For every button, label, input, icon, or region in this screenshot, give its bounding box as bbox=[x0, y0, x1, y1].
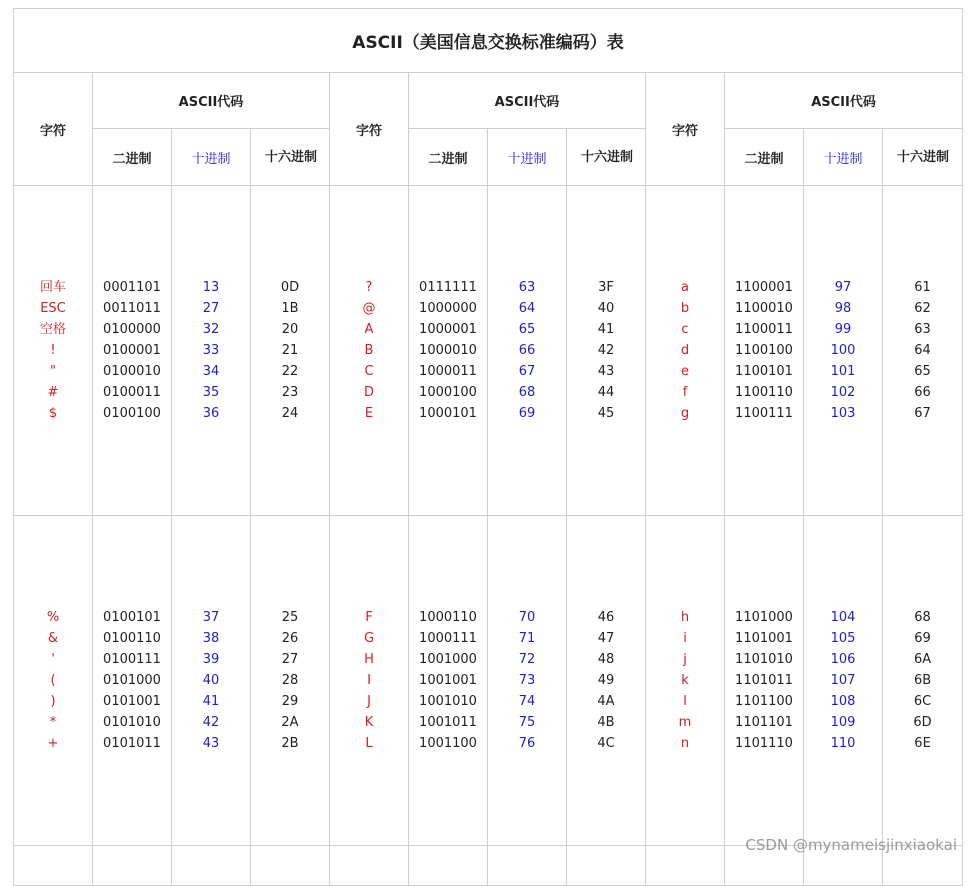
binary-value: 0111111 bbox=[419, 280, 477, 295]
table-row bbox=[14, 516, 963, 846]
decimal-value: 105 bbox=[830, 631, 856, 646]
binary-value: 1101001 bbox=[735, 631, 793, 646]
hex-value: 69 bbox=[914, 631, 931, 646]
char-value: n bbox=[680, 736, 690, 751]
hex-value: 40 bbox=[597, 301, 615, 316]
binary-value: 0101010 bbox=[103, 715, 161, 730]
binary-value: 1000011 bbox=[419, 364, 477, 379]
empty-cell bbox=[93, 846, 172, 886]
empty-cell bbox=[172, 846, 251, 886]
table-title: ASCII（美国信息交换标准编码）表 bbox=[14, 9, 963, 73]
hex-value: 67 bbox=[914, 406, 931, 421]
binary-value: 1100100 bbox=[735, 343, 793, 358]
hex-value: 6B bbox=[913, 673, 932, 688]
decimal-value: 97 bbox=[834, 280, 852, 295]
binary-value: 0011011 bbox=[103, 301, 161, 316]
decimal-value: 101 bbox=[830, 364, 856, 379]
decimal-value: 36 bbox=[202, 406, 220, 421]
decimal-value: 68 bbox=[518, 385, 536, 400]
binary-cell bbox=[409, 516, 488, 846]
decimal-value: 106 bbox=[830, 652, 856, 667]
binary-value: 1101010 bbox=[735, 652, 793, 667]
char-value: J bbox=[367, 694, 371, 709]
decimal-value: 67 bbox=[518, 364, 536, 379]
decimal-value: 41 bbox=[202, 694, 220, 709]
binary-cell bbox=[93, 516, 172, 846]
char-cell bbox=[330, 516, 409, 846]
hex-value: 27 bbox=[281, 652, 299, 667]
hex-cell bbox=[567, 186, 646, 516]
hex-value: 29 bbox=[281, 694, 299, 709]
binary-value: 1100111 bbox=[735, 406, 793, 421]
binary-value: 1100101 bbox=[735, 364, 793, 379]
binary-value: 1000000 bbox=[419, 301, 477, 316]
decimal-value: 64 bbox=[518, 301, 536, 316]
decimal-value: 72 bbox=[518, 652, 536, 667]
hex-value: 6D bbox=[913, 715, 932, 730]
empty-cell bbox=[14, 846, 93, 886]
binary-value: 1100001 bbox=[735, 280, 793, 295]
decimal-value: 27 bbox=[202, 301, 220, 316]
char-cell bbox=[14, 516, 93, 846]
hex-value: 0D bbox=[280, 280, 300, 295]
hex-value: 2B bbox=[281, 736, 299, 751]
char-value: 回车 bbox=[39, 280, 66, 295]
binary-value: 1101011 bbox=[735, 673, 793, 688]
hex-value: 41 bbox=[597, 322, 615, 337]
char-value: b bbox=[680, 301, 690, 316]
binary-value: 0100000 bbox=[103, 322, 161, 337]
ascii-code-header: ASCII代码 bbox=[725, 73, 963, 129]
hex-value: 48 bbox=[597, 652, 615, 667]
decimal-value: 32 bbox=[202, 322, 220, 337]
binary-value: 0101001 bbox=[103, 694, 161, 709]
decimal-value: 65 bbox=[518, 322, 536, 337]
char-value: B bbox=[364, 343, 374, 358]
binary-value: 1001100 bbox=[419, 736, 477, 751]
char-value: C bbox=[364, 364, 374, 379]
char-cell bbox=[330, 186, 409, 516]
binary-value: 0101000 bbox=[103, 673, 161, 688]
hex-value: 4C bbox=[597, 736, 615, 751]
watermark: CSDN @mynameisjinxiaokai bbox=[745, 836, 957, 854]
decimal-value: 66 bbox=[518, 343, 536, 358]
char-value: ) bbox=[50, 694, 56, 709]
hex-cell bbox=[251, 186, 330, 516]
ascii-code-header: ASCII代码 bbox=[409, 73, 646, 129]
decimal-cell bbox=[488, 516, 567, 846]
decimal-value: 75 bbox=[518, 715, 536, 730]
char-value: k bbox=[681, 673, 689, 688]
decimal-cell bbox=[172, 516, 251, 846]
char-header: 字符 bbox=[14, 73, 93, 186]
decimal-cell bbox=[804, 516, 883, 846]
char-value: @ bbox=[362, 301, 376, 316]
hex-value: 21 bbox=[281, 343, 299, 358]
hex-value: 46 bbox=[597, 610, 615, 625]
ascii-code-header: ASCII代码 bbox=[93, 73, 330, 129]
char-value: % bbox=[46, 610, 60, 625]
char-cell bbox=[646, 516, 725, 846]
char-value: G bbox=[363, 631, 375, 646]
decimal-value: 33 bbox=[202, 343, 220, 358]
decimal-value: 73 bbox=[518, 673, 536, 688]
decimal-value: 109 bbox=[830, 715, 856, 730]
char-value: " bbox=[50, 364, 56, 379]
empty-cell bbox=[409, 846, 488, 886]
ascii-table bbox=[13, 8, 963, 886]
char-value: a bbox=[681, 280, 689, 295]
hex-value: 1B bbox=[281, 301, 299, 316]
hex-value: 43 bbox=[597, 364, 615, 379]
char-value: K bbox=[364, 715, 374, 730]
binary-value: 1101101 bbox=[735, 715, 793, 730]
decimal-value: 43 bbox=[202, 736, 220, 751]
hex-value: 22 bbox=[281, 364, 299, 379]
decimal-value: 100 bbox=[830, 343, 856, 358]
decimal-value: 37 bbox=[202, 610, 220, 625]
binary-value: 1100010 bbox=[735, 301, 793, 316]
decimal-value: 98 bbox=[834, 301, 852, 316]
decimal-cell bbox=[488, 186, 567, 516]
decimal-cell bbox=[172, 186, 251, 516]
decimal-value: 76 bbox=[518, 736, 536, 751]
decimal-value: 39 bbox=[202, 652, 220, 667]
decimal-value: 104 bbox=[830, 610, 856, 625]
decimal-value: 107 bbox=[830, 673, 856, 688]
char-value: j bbox=[683, 652, 687, 667]
decimal-value: 108 bbox=[830, 694, 856, 709]
binary-value: 1101100 bbox=[735, 694, 793, 709]
hex-value: 45 bbox=[597, 406, 615, 421]
empty-cell bbox=[567, 846, 646, 886]
char-value: ESC bbox=[40, 301, 66, 316]
char-value: F bbox=[365, 610, 373, 625]
decimal-header: 十进制 bbox=[804, 129, 883, 186]
hex-header: 十六进制 bbox=[567, 129, 646, 186]
char-value: ! bbox=[50, 343, 56, 358]
hex-value: 24 bbox=[281, 406, 299, 421]
char-cell bbox=[14, 186, 93, 516]
binary-cell bbox=[409, 186, 488, 516]
hex-value: 23 bbox=[281, 385, 299, 400]
char-value: 空格 bbox=[39, 322, 66, 337]
decimal-value: 102 bbox=[830, 385, 856, 400]
hex-value: 25 bbox=[281, 610, 299, 625]
binary-header: 二进制 bbox=[93, 129, 172, 186]
binary-value: 1000001 bbox=[419, 322, 477, 337]
hex-value: 42 bbox=[597, 343, 615, 358]
char-value: & bbox=[47, 631, 59, 646]
empty-cell bbox=[330, 846, 409, 886]
char-value: g bbox=[680, 406, 690, 421]
empty-cell bbox=[646, 846, 725, 886]
char-value: l bbox=[683, 694, 687, 709]
binary-value: 1000111 bbox=[419, 631, 477, 646]
binary-value: 0100101 bbox=[103, 610, 161, 625]
char-header: 字符 bbox=[646, 73, 725, 186]
binary-value: 0001101 bbox=[103, 280, 161, 295]
hex-value: 6C bbox=[913, 694, 932, 709]
binary-header: 二进制 bbox=[725, 129, 804, 186]
binary-value: 1000010 bbox=[419, 343, 477, 358]
hex-value: 49 bbox=[597, 673, 615, 688]
char-value: E bbox=[364, 406, 374, 421]
char-value: ' bbox=[51, 652, 55, 667]
binary-value: 0100001 bbox=[103, 343, 161, 358]
decimal-value: 35 bbox=[202, 385, 220, 400]
char-value: + bbox=[47, 736, 59, 751]
hex-value: 64 bbox=[914, 343, 931, 358]
binary-value: 1000100 bbox=[419, 385, 477, 400]
hex-value: 65 bbox=[914, 364, 931, 379]
decimal-value: 13 bbox=[202, 280, 220, 295]
hex-cell bbox=[883, 186, 963, 516]
binary-value: 1001010 bbox=[419, 694, 477, 709]
decimal-value: 63 bbox=[518, 280, 536, 295]
decimal-value: 69 bbox=[518, 406, 536, 421]
binary-cell bbox=[725, 186, 804, 516]
char-value: m bbox=[678, 715, 692, 730]
char-value: ( bbox=[50, 673, 56, 688]
decimal-value: 99 bbox=[834, 322, 852, 337]
hex-header: 十六进制 bbox=[251, 129, 330, 186]
binary-value: 1001000 bbox=[419, 652, 477, 667]
hex-value: 26 bbox=[281, 631, 299, 646]
hex-value: 28 bbox=[281, 673, 299, 688]
char-value: L bbox=[365, 736, 373, 751]
empty-cell bbox=[251, 846, 330, 886]
char-header: 字符 bbox=[330, 73, 409, 186]
decimal-value: 40 bbox=[202, 673, 220, 688]
binary-value: 0100111 bbox=[103, 652, 161, 667]
hex-value: 63 bbox=[914, 322, 931, 337]
hex-value: 66 bbox=[914, 385, 931, 400]
char-value: c bbox=[681, 322, 689, 337]
binary-header: 二进制 bbox=[409, 129, 488, 186]
decimal-value: 34 bbox=[202, 364, 220, 379]
decimal-cell bbox=[804, 186, 883, 516]
decimal-value: 71 bbox=[518, 631, 536, 646]
binary-value: 1100110 bbox=[735, 385, 793, 400]
binary-value: 1100011 bbox=[735, 322, 793, 337]
hex-value: 62 bbox=[914, 301, 931, 316]
binary-value: 1001011 bbox=[419, 715, 477, 730]
hex-value: 44 bbox=[597, 385, 615, 400]
table-row bbox=[14, 186, 963, 516]
binary-value: 0100110 bbox=[103, 631, 161, 646]
binary-value: 1101110 bbox=[735, 736, 793, 751]
hex-value: 68 bbox=[914, 610, 931, 625]
decimal-value: 74 bbox=[518, 694, 536, 709]
binary-value: 0100011 bbox=[103, 385, 161, 400]
hex-value: 20 bbox=[281, 322, 299, 337]
char-value: * bbox=[49, 715, 57, 730]
hex-cell bbox=[567, 516, 646, 846]
binary-cell bbox=[725, 516, 804, 846]
empty-cell bbox=[488, 846, 567, 886]
char-value: # bbox=[47, 385, 59, 400]
binary-value: 1000110 bbox=[419, 610, 477, 625]
char-value: I bbox=[367, 673, 371, 688]
hex-cell bbox=[883, 516, 963, 846]
decimal-value: 42 bbox=[202, 715, 220, 730]
hex-value: 3F bbox=[598, 280, 614, 295]
char-value: f bbox=[682, 385, 688, 400]
decimal-value: 38 bbox=[202, 631, 220, 646]
char-cell bbox=[646, 186, 725, 516]
decimal-value: 103 bbox=[830, 406, 856, 421]
hex-header: 十六进制 bbox=[883, 129, 963, 186]
char-value: e bbox=[681, 364, 689, 379]
binary-value: 0100100 bbox=[103, 406, 161, 421]
binary-value: 1000101 bbox=[419, 406, 477, 421]
hex-value: 6A bbox=[913, 652, 932, 667]
hex-value: 47 bbox=[597, 631, 615, 646]
decimal-value: 110 bbox=[830, 736, 856, 751]
decimal-header: 十进制 bbox=[488, 129, 567, 186]
char-value: D bbox=[363, 385, 374, 400]
hex-value: 2A bbox=[281, 715, 299, 730]
binary-value: 0101011 bbox=[103, 736, 161, 751]
hex-value: 6E bbox=[914, 736, 931, 751]
char-value: h bbox=[680, 610, 690, 625]
char-value: H bbox=[364, 652, 374, 667]
char-value: d bbox=[680, 343, 690, 358]
hex-value: 4B bbox=[597, 715, 615, 730]
char-value: A bbox=[364, 322, 374, 337]
hex-value: 61 bbox=[914, 280, 931, 295]
binary-cell bbox=[93, 186, 172, 516]
binary-value: 0100010 bbox=[103, 364, 161, 379]
hex-cell bbox=[251, 516, 330, 846]
decimal-header: 十进制 bbox=[172, 129, 251, 186]
hex-value: 4A bbox=[597, 694, 615, 709]
binary-value: 1001001 bbox=[419, 673, 477, 688]
char-value: $ bbox=[48, 406, 58, 421]
decimal-value: 70 bbox=[518, 610, 536, 625]
char-value: ? bbox=[365, 280, 373, 295]
char-value: i bbox=[683, 631, 687, 646]
binary-value: 1101000 bbox=[735, 610, 793, 625]
